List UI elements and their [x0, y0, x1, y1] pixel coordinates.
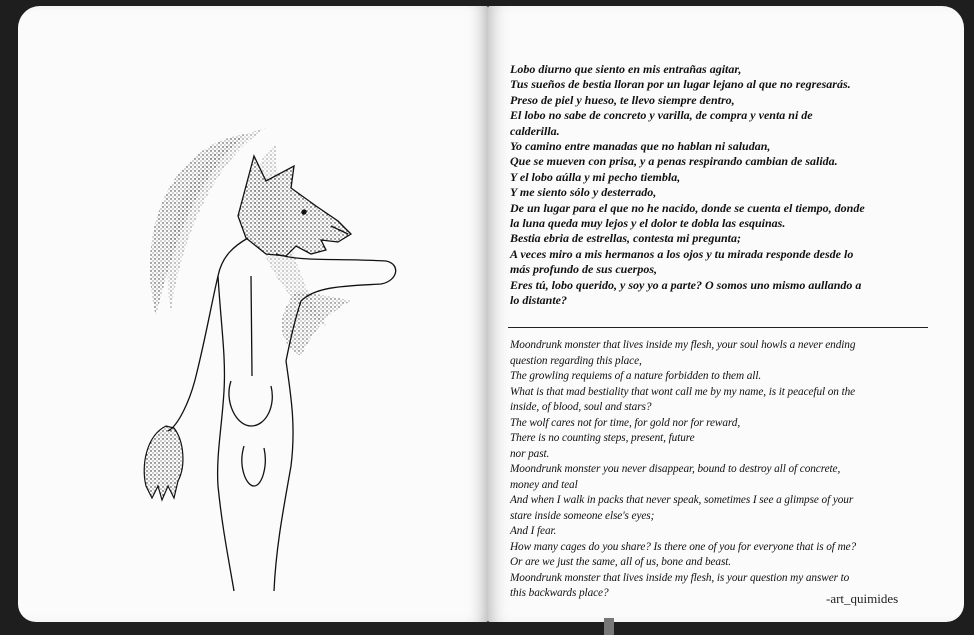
poem-line: Lobo diurno que siento en mis entrañas agitar,: [510, 62, 742, 76]
poem-line: Tus sueños de bestia lloran por un lugar lejano al que no regresarás.: [510, 77, 851, 92]
poem-line: money and teal: [510, 478, 578, 491]
figure-body: [168, 238, 396, 591]
poem-line: Y me siento sólo y desterrado,: [510, 185, 657, 200]
spanish-poem: [510, 62, 930, 309]
poem-line: El lobo no sabe de concreto y varilla, de compra y venta ni de: [510, 108, 813, 123]
artist-signature: -art_quimides: [826, 591, 899, 606]
poem-line: What is that mad bestiality that wont call me by my name, is it peaceful on the: [510, 385, 856, 398]
poem-line: más profundo de sus cuerpos,: [510, 262, 658, 277]
poem-line: lo distante?: [510, 293, 568, 308]
poem-line: inside, of blood, soul and stars?: [510, 401, 652, 413]
poem-line: Bestia ebria de estrellas, contesta mi pregunta;: [510, 231, 741, 246]
poem-line: How many cages do you share? Is there one of you for everyone that is of me?: [510, 540, 857, 553]
poem-line: Moondrunk monster you never disappear, bound to destroy all of concrete,: [510, 463, 841, 475]
poem-line: question regarding this place,: [510, 354, 642, 367]
poem-line: Que se mueven con prisa, y a penas respirando cambian de salida.: [510, 154, 838, 169]
poem-line: Or are we just the same, all of us, bone and beast.: [510, 556, 732, 568]
poem-line: Moondrunk monster that lives inside my flesh, your soul howls a never ending: [510, 339, 856, 351]
poem-line: There is no counting steps, present, future: [510, 432, 695, 444]
poem-line: stare inside someone else's eyes;: [510, 509, 655, 522]
left-page: [18, 6, 488, 622]
poem-line: The wolf cares not for time, for gold nor for reward,: [510, 416, 741, 429]
poem-line: Yo camino entre manadas que no hablan ni saludan,: [510, 139, 771, 154]
poem-line: Moondrunk monster that lives inside my flesh, is your question my answer to: [510, 571, 850, 584]
poem-line: Preso de piel y hueso, te llevo siempre dentro,: [510, 92, 735, 107]
english-poem: [510, 338, 930, 602]
arm-shadow: [282, 291, 351, 356]
poem-line: Eres tú, lobo querido, y soy yo a parte? O somos uno mismo aullando a: [510, 277, 862, 292]
wolf-paw: [144, 426, 183, 500]
poem-line: A veces miro a mis hermanos a los ojos y tu mirada responde desde lo: [510, 246, 854, 261]
poem-divider: [508, 327, 928, 328]
poem-line: And when I walk in packs that never speak, sometimes I see a glimpse of your: [510, 494, 854, 506]
poem-line: calderilla.: [510, 123, 560, 138]
wolf-head: [238, 156, 351, 256]
poem-line: Y el lobo aúlla y mi pecho tiembla,: [510, 169, 681, 184]
poem-line: And I fear.: [510, 525, 557, 537]
poem-line: la luna queda muy lejos y el dolor te dobla las esquinas.: [510, 216, 786, 231]
poem-line: this backwards place?: [510, 587, 609, 599]
poem-line: The growling requiems of a nature forbidden to them all.: [510, 370, 762, 382]
bookmark-ribbon: [604, 618, 614, 635]
poem-line: De un lugar para el que no he nacido, donde se cuenta el tiempo, donde: [510, 200, 865, 215]
right-page: [488, 6, 964, 622]
wolf-figure-illustration: [126, 126, 416, 606]
poem-line: nor past.: [510, 447, 550, 460]
